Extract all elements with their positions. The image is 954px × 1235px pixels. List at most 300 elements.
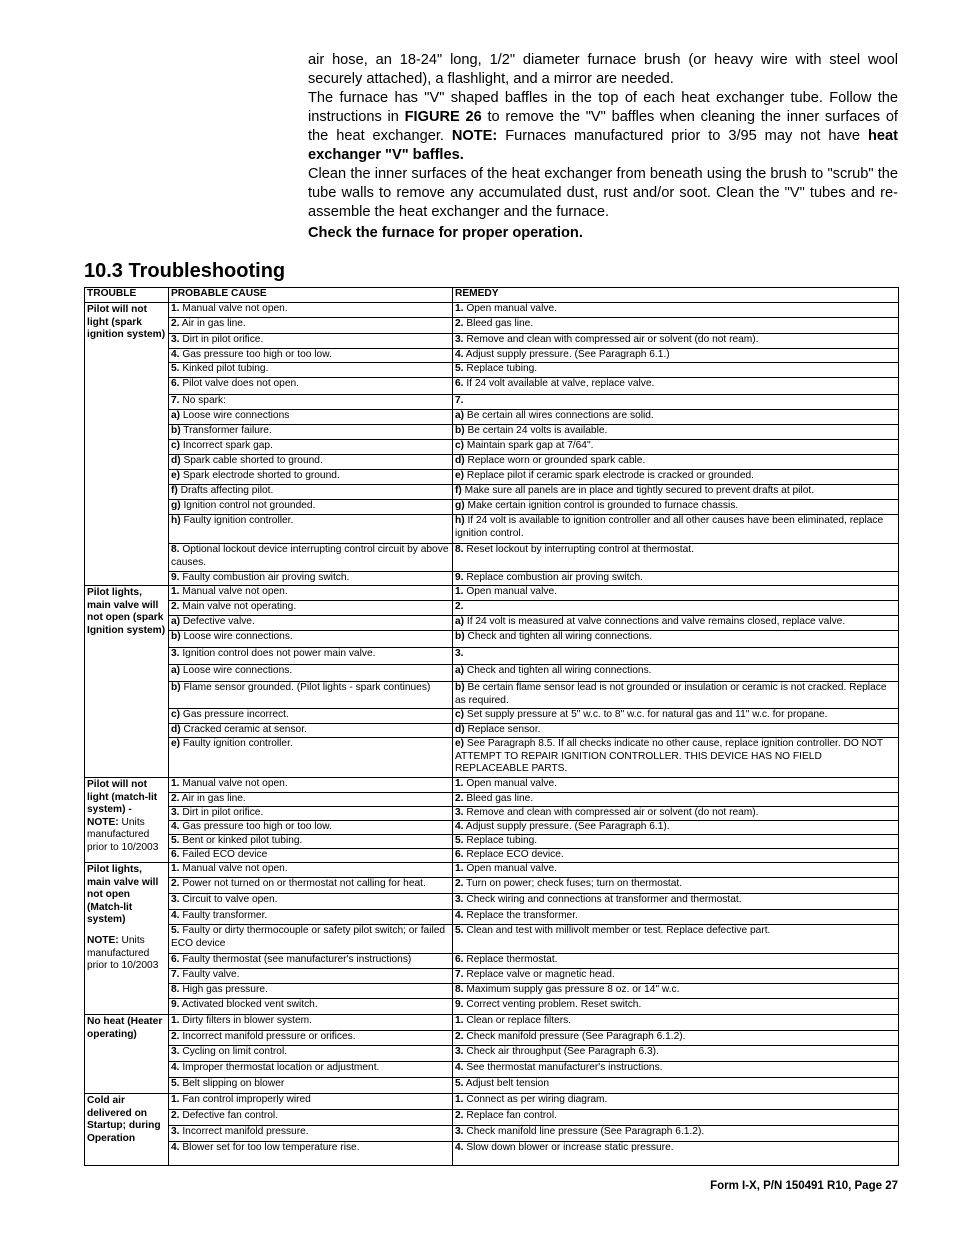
table-row <box>85 1046 899 1062</box>
item-text: Check wiring and connections at transformer and thermostat. <box>463 894 742 905</box>
remedy-cell <box>453 515 899 544</box>
intro-paragraph-1: air hose, an 18-24" long, 1/2" diameter furnace brush (or heavy wire with steel wool securely attached), a flashlight, and a mirror are needed. <box>308 52 898 87</box>
remedy-cell <box>453 500 899 515</box>
header-trouble: TROUBLE <box>85 288 169 303</box>
intro-paragraph-4 <box>308 224 898 243</box>
item-text: Dirty filters in blower system. <box>179 1015 312 1026</box>
table-row <box>85 631 899 648</box>
table-row <box>85 1110 899 1126</box>
item-number: 5. <box>455 1078 464 1089</box>
remedy-cell <box>453 440 899 455</box>
item-number: 1. <box>171 1094 180 1105</box>
cause-cell <box>169 544 453 572</box>
item-text: Faulty transformer. <box>179 910 268 921</box>
cause-cell <box>169 793 453 807</box>
intro-p2-bold: heat exchanger "V" baffles. <box>308 128 898 163</box>
table-row <box>85 1031 899 1046</box>
item-text: Gas pressure too high or too low. <box>179 349 332 360</box>
item-number: 9. <box>171 999 180 1010</box>
item-number: c) <box>455 440 465 451</box>
item-number: 2. <box>171 1031 180 1042</box>
table-row <box>85 425 899 440</box>
table-row <box>85 485 899 500</box>
item-number: c) <box>171 709 181 720</box>
item-number: d) <box>455 724 465 735</box>
item-text: Loose wire connections <box>180 410 290 421</box>
item-text: Be certain flame sensor lead is not grounded or insulation or ceramic is not cracked. Replace as required. <box>455 682 887 706</box>
table-row <box>85 318 899 334</box>
item-text: Be certain 24 volts is available. <box>464 425 608 436</box>
item-number: a) <box>455 665 465 676</box>
intro-p2-text: to remove the "V" baffles when cleaning the inner surfaces of the heat exchanger. <box>308 109 898 144</box>
item-number: e) <box>455 470 465 481</box>
item-number: 8. <box>455 984 464 995</box>
item-text: Incorrect spark gap. <box>180 440 273 451</box>
item-number: 9. <box>455 572 464 583</box>
table-row <box>85 648 899 665</box>
item-number: 1. <box>455 303 464 314</box>
cause-cell <box>169 835 453 849</box>
item-number: a) <box>455 616 465 627</box>
cause-cell <box>169 500 453 515</box>
item-number: 6. <box>171 378 180 389</box>
table-row <box>85 709 899 724</box>
item-number: 5. <box>455 363 464 374</box>
item-text: Open manual valve. <box>463 586 557 597</box>
trouble-text: Pilot lights, main valve will not open (Match-lit system) <box>87 864 159 926</box>
item-number: g) <box>171 500 181 511</box>
item-text: Check manifold pressure (See Paragraph 6.1.2). <box>463 1031 686 1042</box>
item-text: Flame sensor grounded. (Pilot lights - spark continues) <box>180 682 431 693</box>
item-text: Dirt in pilot orifice. <box>179 334 264 345</box>
item-text: Check air throughput (See Paragraph 6.3). <box>463 1046 659 1057</box>
item-number: a) <box>171 410 181 421</box>
item-text: Defective valve. <box>180 616 255 627</box>
item-number: 7. <box>171 969 180 980</box>
item-number: c) <box>455 709 465 720</box>
item-number: f) <box>455 485 462 496</box>
table-row <box>85 616 899 631</box>
cause-cell <box>169 878 453 894</box>
table-row <box>85 984 899 999</box>
remedy-cell <box>453 999 899 1015</box>
table-row <box>85 849 899 863</box>
item-text: Replace combustion air proving switch. <box>463 572 643 583</box>
item-text: Check and tighten all wiring connections. <box>464 631 653 642</box>
item-text: Faulty ignition controller. <box>180 515 294 526</box>
table-row <box>85 500 899 515</box>
remedy-cell <box>453 910 899 925</box>
item-text: Faulty thermostat (see manufacturer's instructions) <box>179 954 412 965</box>
table-row <box>85 544 899 572</box>
item-text: Manual valve not open. <box>179 863 288 874</box>
item-number: 5. <box>171 1078 180 1089</box>
table-row <box>85 793 899 807</box>
remedy-cell <box>453 821 899 835</box>
item-number: 3. <box>455 648 464 659</box>
table-body <box>85 303 899 1166</box>
remedy-cell <box>453 334 899 349</box>
remedy-cell <box>453 349 899 363</box>
remedy-cell <box>453 318 899 334</box>
item-text: Spark cable shorted to ground. <box>180 455 323 466</box>
item-number: e) <box>455 738 465 749</box>
table-row <box>85 1078 899 1094</box>
table-row <box>85 515 899 544</box>
table-row <box>85 378 899 395</box>
remedy-cell <box>453 1078 899 1094</box>
remedy-cell <box>453 1015 899 1031</box>
item-text: Faulty combustion air proving switch. <box>179 572 350 583</box>
table-row <box>85 1126 899 1142</box>
item-text: Bleed gas line. <box>463 318 534 329</box>
item-text: Bent or kinked pilot tubing. <box>179 835 303 846</box>
cause-cell <box>169 349 453 363</box>
table-row <box>85 835 899 849</box>
item-number: 2. <box>455 1031 464 1042</box>
item-number: 5. <box>455 835 464 846</box>
item-number: b) <box>171 682 181 693</box>
item-number: b) <box>455 682 465 693</box>
item-number: 3. <box>455 1046 464 1057</box>
item-text: Set supply pressure at 5" w.c. to 8" w.c. for natural gas and 11" w.c. for propane. <box>464 709 828 720</box>
item-number: b) <box>171 631 181 642</box>
item-text: Replace sensor. <box>464 724 541 735</box>
trouble-text: No heat (Heater operating) <box>87 1016 163 1040</box>
cause-cell <box>169 724 453 738</box>
remedy-cell <box>453 969 899 984</box>
trouble-text: Pilot will not light (match-lit system) - NOTE: <box>87 779 158 828</box>
table-row <box>85 910 899 925</box>
note-label: NOTE: <box>451 128 498 144</box>
item-text: Pilot valve does not open. <box>179 378 299 389</box>
trouble-note: Units manufactured prior to 10/2003 <box>87 816 159 853</box>
item-text: High gas pressure. <box>179 984 268 995</box>
item-number: 8. <box>171 544 180 555</box>
table-row <box>85 863 899 878</box>
item-text: Kinked pilot tubing. <box>179 363 269 374</box>
trouble-cell <box>85 1094 169 1166</box>
item-text: Clean and test with millivolt member or test. Replace defective part. <box>463 925 771 936</box>
item-text: Reset lockout by interrupting control at thermostat. <box>463 544 694 555</box>
cause-cell <box>169 410 453 425</box>
table-row <box>85 303 899 318</box>
remedy-cell <box>453 954 899 969</box>
item-text: Remove and clean with compressed air or solvent (do not ream). <box>463 334 759 345</box>
item-number: 3. <box>171 334 180 345</box>
item-number: 5. <box>171 835 180 846</box>
table-row <box>85 724 899 738</box>
remedy-cell <box>453 470 899 485</box>
item-text: Circuit to valve open. <box>179 894 278 905</box>
item-text: Manual valve not open. <box>179 586 288 597</box>
item-number: 4. <box>455 1062 464 1073</box>
item-text: Replace the transformer. <box>463 910 578 921</box>
cause-cell <box>169 984 453 999</box>
remedy-cell <box>453 363 899 378</box>
table-row <box>85 572 899 586</box>
item-number: 2. <box>455 1110 464 1121</box>
cause-cell <box>169 969 453 984</box>
trouble-cell <box>85 863 169 1015</box>
cause-cell <box>169 1078 453 1094</box>
cause-cell <box>169 648 453 665</box>
table-row <box>85 665 899 682</box>
item-number: a) <box>455 410 465 421</box>
remedy-cell <box>453 709 899 724</box>
item-number: a) <box>171 665 181 676</box>
remedy-cell <box>453 738 899 778</box>
cause-cell <box>169 485 453 500</box>
remedy-cell <box>453 724 899 738</box>
item-text: Turn on power; check fuses; turn on thermostat. <box>463 878 683 889</box>
table-row <box>85 1142 899 1166</box>
cause-cell <box>169 778 453 793</box>
item-text: Dirt in pilot orifice. <box>179 807 264 818</box>
cause-cell <box>169 1142 453 1166</box>
item-number: 4. <box>171 349 180 360</box>
table-header-row <box>85 288 899 303</box>
item-text: Replace ECO device. <box>463 849 564 860</box>
item-number: 7. <box>171 395 180 406</box>
item-text: Bleed gas line. <box>463 793 534 804</box>
cause-cell <box>169 709 453 724</box>
item-text: Air in gas line. <box>179 318 246 329</box>
item-text: Faulty valve. <box>179 969 240 980</box>
remedy-cell <box>453 648 899 665</box>
intro-paragraph-3: Clean the inner surfaces of the heat exchanger from beneath using the brush to "scrub" the tube walls to remove any accumulated dust, rust and/or soot. Clean the "V" tubes and re-assemble the heat exchanger and the furnace. <box>308 166 898 220</box>
remedy-cell <box>453 455 899 470</box>
cause-cell <box>169 378 453 395</box>
item-number: 1. <box>455 863 464 874</box>
item-number: 3. <box>171 1126 180 1137</box>
item-number: b) <box>455 425 465 436</box>
item-text: If 24 volt available at valve, replace valve. <box>463 378 655 389</box>
item-number: h) <box>455 515 465 526</box>
cause-cell <box>169 1110 453 1126</box>
cause-cell <box>169 616 453 631</box>
item-text: Drafts affecting pilot. <box>177 485 274 496</box>
item-text: Connect as per wiring diagram. <box>463 1094 608 1105</box>
cause-cell <box>169 318 453 334</box>
cause-cell <box>169 515 453 544</box>
cause-cell <box>169 303 453 318</box>
table-row <box>85 440 899 455</box>
table-row <box>85 925 899 954</box>
item-text: Faulty or dirty thermocouple or safety pilot switch; or failed ECO device <box>171 925 446 949</box>
item-text: Fan control improperly wired <box>179 1094 311 1105</box>
table-row <box>85 778 899 793</box>
item-number: 2. <box>455 878 464 889</box>
item-number: 1. <box>171 778 180 789</box>
item-text: See Paragraph 8.5. If all checks indicate no other cause, replace ignition controller. DO NOT ATTEMPT TO REPAIR IGNITION CONTROLLER. THIS DEVICE HAS NO FIELD REPLACEABLE PARTS. <box>455 738 883 775</box>
cause-cell <box>169 601 453 616</box>
item-text: Replace pilot if ceramic spark electrode is cracked or grounded. <box>464 470 754 481</box>
cause-cell <box>169 1094 453 1110</box>
item-text: Incorrect manifold pressure. <box>179 1126 309 1137</box>
remedy-cell <box>453 778 899 793</box>
remedy-cell <box>453 601 899 616</box>
item-text: If 24 volt is measured at valve connections and valve remains closed, replace valve. <box>464 616 846 627</box>
item-number: d) <box>171 724 181 735</box>
remedy-cell <box>453 616 899 631</box>
table-row <box>85 1062 899 1078</box>
table-row <box>85 682 899 709</box>
item-number: 3. <box>171 1046 180 1057</box>
item-text: Gas pressure incorrect. <box>180 709 289 720</box>
item-text: Open manual valve. <box>463 863 557 874</box>
item-text: Blower set for too low temperature rise. <box>179 1142 360 1153</box>
item-number: 6. <box>455 954 464 965</box>
item-number: 2. <box>171 878 180 889</box>
item-number: f) <box>171 485 178 496</box>
item-text: Ignition control not grounded. <box>180 500 316 511</box>
item-number: 6. <box>455 378 464 389</box>
remedy-cell <box>453 1142 899 1166</box>
item-number: 1. <box>171 586 180 597</box>
item-number: 3. <box>455 894 464 905</box>
cause-cell <box>169 1126 453 1142</box>
remedy-cell <box>453 395 899 410</box>
item-number: g) <box>455 500 465 511</box>
item-text: Belt slipping on blower <box>179 1078 285 1089</box>
item-number: 5. <box>455 925 464 936</box>
item-text: Check and tighten all wiring connections. <box>464 665 652 676</box>
item-text: Spark electrode shorted to ground. <box>180 470 340 481</box>
item-number: 4. <box>455 821 464 832</box>
item-text: Gas pressure too high or too low. <box>179 821 332 832</box>
table-row <box>85 894 899 910</box>
item-text: Transformer failure. <box>180 425 272 436</box>
table-row <box>85 470 899 485</box>
trouble-text: Pilot lights, main valve will not open (spark Ignition system) <box>87 587 166 636</box>
table-row <box>85 601 899 616</box>
cause-cell <box>169 455 453 470</box>
item-number: d) <box>171 455 181 466</box>
item-number: 3. <box>171 894 180 905</box>
item-text: Faulty ignition controller. <box>180 738 293 749</box>
cause-cell <box>169 910 453 925</box>
cause-cell <box>169 363 453 378</box>
cause-cell <box>169 665 453 682</box>
item-text: Replace tubing. <box>463 363 538 374</box>
item-number: 3. <box>455 807 464 818</box>
item-text: Adjust belt tension <box>463 1078 550 1089</box>
cause-cell <box>169 863 453 878</box>
item-number: e) <box>171 738 181 749</box>
cause-cell <box>169 395 453 410</box>
cause-cell <box>169 470 453 485</box>
table-row <box>85 1015 899 1031</box>
item-number: c) <box>171 440 181 451</box>
table-row <box>85 455 899 470</box>
item-text: Activated blocked vent switch. <box>179 999 318 1010</box>
item-text: Clean or replace filters. <box>463 1015 572 1026</box>
cause-cell <box>169 1062 453 1078</box>
remedy-cell <box>453 544 899 572</box>
cause-cell <box>169 738 453 778</box>
item-number: e) <box>171 470 181 481</box>
cause-cell <box>169 1046 453 1062</box>
remedy-cell <box>453 925 899 954</box>
item-text: Defective fan control. <box>179 1110 279 1121</box>
item-number: 1. <box>455 586 464 597</box>
table-row <box>85 807 899 821</box>
item-text: Air in gas line. <box>179 793 246 804</box>
remedy-cell <box>453 1062 899 1078</box>
remedy-cell <box>453 586 899 601</box>
item-number: 6. <box>455 849 464 860</box>
remedy-cell <box>453 1126 899 1142</box>
item-text: Replace tubing. <box>463 835 538 846</box>
item-text: Maintain spark gap at 7/64". <box>464 440 594 451</box>
cause-cell <box>169 334 453 349</box>
header-probable-cause: PROBABLE CAUSE <box>169 288 453 303</box>
trouble-cell <box>85 1015 169 1094</box>
remedy-cell <box>453 631 899 648</box>
cause-cell <box>169 586 453 601</box>
table-row <box>85 878 899 894</box>
item-text: Incorrect manifold pressure or orifices. <box>179 1031 356 1042</box>
item-number: 2. <box>171 601 180 612</box>
remedy-cell <box>453 1046 899 1062</box>
item-number: h) <box>171 515 181 526</box>
item-number: a) <box>171 616 181 627</box>
trouble-note-block <box>87 935 166 973</box>
item-text: Replace thermostat. <box>463 954 558 965</box>
figure-reference: FIGURE 26 <box>404 109 482 125</box>
cause-cell <box>169 631 453 648</box>
item-text: Loose wire connections. <box>180 631 293 642</box>
item-number: 3. <box>171 807 180 818</box>
item-number: 1. <box>455 1094 464 1105</box>
item-text: Check manifold line pressure (See Paragraph 6.1.2). <box>463 1126 705 1137</box>
cause-cell <box>169 999 453 1015</box>
item-number: b) <box>171 425 181 436</box>
item-number: 1. <box>455 778 464 789</box>
remedy-cell <box>453 1094 899 1110</box>
item-number: 9. <box>171 572 180 583</box>
item-number: 2. <box>455 601 464 612</box>
item-number: 7. <box>455 969 464 980</box>
trouble-cell <box>85 778 169 863</box>
troubleshooting-table <box>84 287 899 1166</box>
item-number: 4. <box>171 1142 180 1153</box>
item-text: Open manual valve. <box>463 778 557 789</box>
remedy-cell <box>453 425 899 440</box>
item-text: Main valve not operating. <box>179 601 297 612</box>
table-row <box>85 586 899 601</box>
item-number: 8. <box>171 984 180 995</box>
item-text: Optional lockout device interrupting control circuit by above causes. <box>171 544 449 568</box>
item-text: Open manual valve. <box>463 303 557 314</box>
remedy-cell <box>453 1031 899 1046</box>
remedy-cell <box>453 878 899 894</box>
item-text: Correct venting problem. Reset switch. <box>463 999 642 1010</box>
item-number: 7. <box>455 395 464 406</box>
remedy-cell <box>453 807 899 821</box>
cause-cell <box>169 440 453 455</box>
trouble-note: Units manufactured prior to 10/2003 <box>87 934 159 972</box>
item-number: b) <box>455 631 465 642</box>
table-row <box>85 999 899 1015</box>
table-row <box>85 363 899 378</box>
cause-cell <box>169 1015 453 1031</box>
item-number: 4. <box>455 910 464 921</box>
item-number: 3. <box>455 334 464 345</box>
cause-cell <box>169 894 453 910</box>
table-row <box>85 395 899 410</box>
